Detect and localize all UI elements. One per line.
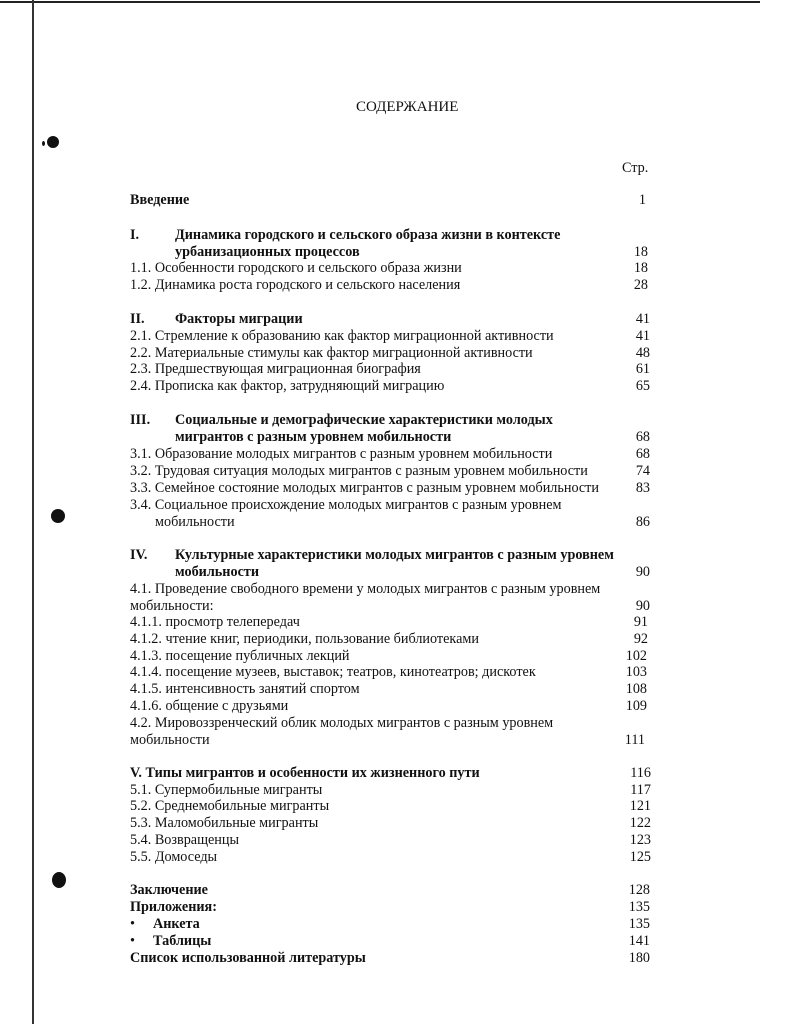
section-title: Социальные и демографические характеристики молодых: [175, 412, 553, 428]
section-number: IV.: [130, 547, 148, 563]
toc-entry-text: 3.1. Образование молодых мигрантов с разным уровнем мобильности: [130, 446, 553, 462]
toc-entry-text: 5.1. Супермобильные мигранты: [130, 782, 323, 798]
toc-entry-text: 2.2. Материальные стимулы как фактор миграционной активности: [130, 345, 533, 361]
toc-entry-page: 135: [628, 899, 650, 915]
toc-entry-text: 4.1.1. просмотр телепередач: [130, 614, 300, 630]
toc-entry-page: 18: [633, 244, 648, 260]
toc-entry-page: 68: [635, 446, 650, 462]
section-title: Культурные характеристики молодых мигрантов с разным уровнем: [175, 547, 614, 563]
toc-entry-page: 117: [630, 782, 651, 798]
toc-entry-text: мобильности: [155, 514, 235, 530]
toc-entry-page: 116: [630, 765, 651, 781]
toc-entry-page: 123: [629, 832, 651, 848]
page-column-header: Стр.: [622, 160, 649, 176]
toc-entry-page: 68: [635, 429, 650, 445]
toc-entry-text: 3.2. Трудовая ситуация молодых мигрантов с разным уровнем мобильности: [130, 463, 588, 479]
toc-entry-page: 121: [629, 798, 651, 814]
toc-entry-page: 109: [625, 698, 647, 714]
toc-entry-page: 111: [624, 732, 645, 748]
toc-entry-page: 90: [635, 564, 650, 580]
toc-entry-page: 141: [628, 933, 650, 949]
toc-entry-text: 4.1.2. чтение книг, периодики, пользование библиотеками: [130, 631, 479, 647]
toc-entry-text: 2.4. Прописка как фактор, затрудняющий миграцию: [130, 378, 445, 394]
section-number: I.: [130, 227, 140, 243]
scan-ink-blot: [47, 136, 59, 148]
toc-entry-text: Таблицы: [153, 933, 212, 949]
toc-entry-page: 122: [629, 815, 651, 831]
toc-entry-page: 103: [625, 664, 647, 680]
toc-entry-text: 4.1. Проведение свободного времени у молодых мигрантов с разным уровнем: [130, 581, 601, 597]
section-number: II.: [130, 311, 145, 327]
toc-entry-text: Приложения:: [130, 899, 217, 915]
toc-entry-text: 1.2. Динамика роста городского и сельского населения: [130, 277, 461, 293]
scan-ink-blot: [52, 872, 66, 888]
toc-entry-text: 3.3. Семейное состояние молодых мигрантов с разным уровнем мобильности: [130, 480, 599, 496]
toc-entry-page: 91: [633, 614, 648, 630]
toc-entry-text: Список использованной литературы: [130, 950, 366, 966]
section-title: мобильности: [175, 564, 260, 580]
toc-title: СОДЕРЖАНИЕ: [356, 99, 459, 115]
section-title: урбанизационных процессов: [175, 244, 360, 260]
toc-entry-page: 90: [635, 598, 650, 614]
toc-entry-text: 5.3. Маломобильные мигранты: [130, 815, 319, 831]
toc-entry-text: 4.2. Мировоззренческий облик молодых мигрантов с разным уровнем: [130, 715, 554, 731]
toc-entry-text: мобильности:: [130, 598, 214, 614]
toc-entry-text: 3.4. Социальное происхождение молодых мигрантов с разным уровнем: [130, 497, 562, 513]
toc-entry-text: Анкета: [153, 916, 200, 932]
toc-entry-page: 125: [629, 849, 651, 865]
toc-entry-page: 41: [635, 311, 650, 327]
toc-entry-page: 61: [635, 361, 650, 377]
toc-entry-page: 83: [635, 480, 650, 496]
toc-entry-text: мобильности: [130, 732, 210, 748]
toc-entry-page: 86: [635, 514, 650, 530]
toc-entry-text: 1.1. Особенности городского и сельского образа жизни: [130, 260, 462, 276]
toc-entry-page: 135: [628, 916, 650, 932]
bullet: •: [130, 916, 135, 932]
section-title: мигрантов с разным уровнем мобильности: [175, 429, 452, 445]
toc-entry-page: 18: [633, 260, 648, 276]
toc-entry-text: 5.5. Домоседы: [130, 849, 218, 865]
scan-ink-blot: [42, 141, 45, 146]
toc-entry-text: 5.4. Возвращенцы: [130, 832, 240, 848]
toc-entry-text: 5.2. Среднемобильные мигранты: [130, 798, 330, 814]
scan-top-rule: [0, 1, 760, 3]
toc-entry-page: 28: [633, 277, 648, 293]
section-title: Факторы миграции: [175, 311, 303, 327]
toc-entry-page: 102: [625, 648, 647, 664]
toc-entry-page: 74: [635, 463, 650, 479]
toc-entry-page: 1: [638, 192, 646, 208]
toc-entry-text: 4.1.4. посещение музеев, выставок; театров, кинотеатров; дискотек: [130, 664, 536, 680]
toc-entry-text: 2.1. Стремление к образованию как фактор миграционной активности: [130, 328, 554, 344]
toc-entry-text: Заключение: [130, 882, 208, 898]
toc-entry-page: 180: [628, 950, 650, 966]
scan-left-rule: [32, 0, 34, 1024]
toc-entry-text: 4.1.3. посещение публичных лекций: [130, 648, 350, 664]
scan-ink-blot: [51, 509, 65, 523]
toc-entry-page: 108: [625, 681, 647, 697]
bullet: •: [130, 933, 135, 949]
toc-entry-text: 4.1.5. интенсивность занятий спортом: [130, 681, 360, 697]
section-number: III.: [130, 412, 151, 428]
toc-entry-page: 41: [635, 328, 650, 344]
toc-entry-text: 4.1.6. общение с друзьями: [130, 698, 289, 714]
toc-entry-text: 2.3. Предшествующая миграционная биография: [130, 361, 421, 377]
section-title: Динамика городского и сельского образа жизни в контексте: [175, 227, 561, 243]
toc-entry-page: 128: [628, 882, 650, 898]
toc-entry-text: Введение: [130, 192, 190, 208]
toc-entry-page: 92: [633, 631, 648, 647]
toc-entry-page: 65: [635, 378, 650, 394]
toc-entry-page: 48: [635, 345, 650, 361]
section-title: V. Типы мигрантов и особенности их жизненного пути: [130, 765, 480, 781]
